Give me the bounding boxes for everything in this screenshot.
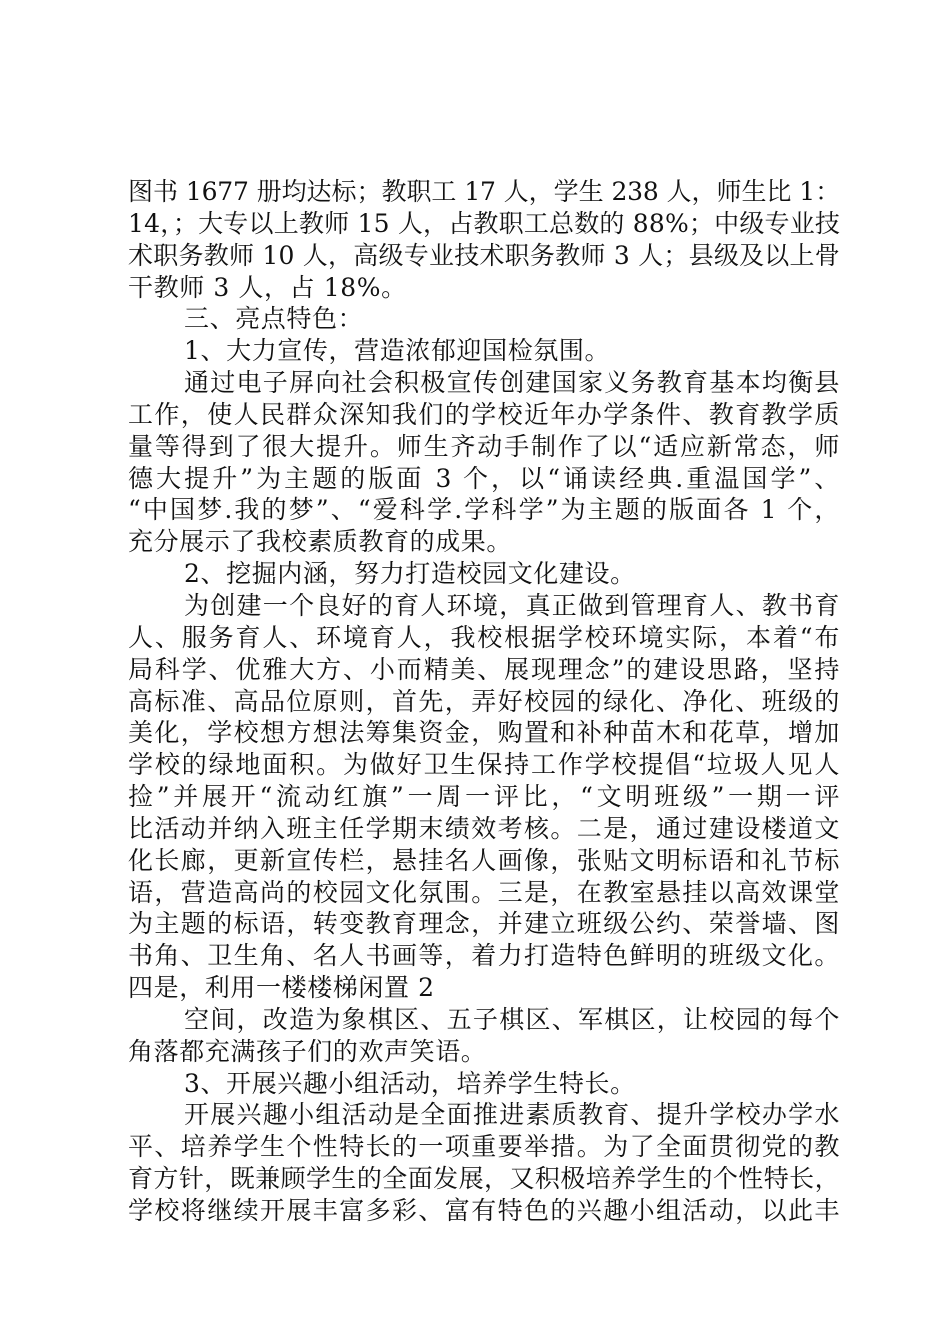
text-line: 角落都充满孩子们的欢声笑语。 bbox=[128, 1036, 487, 1066]
text-line: 语，营造高尚的校园文化氛围。三是，在教室悬挂以高效课堂 bbox=[128, 877, 840, 907]
text-line: 14，；大专以上教师 15 人，占教职工总数的 88%；中级专业技 bbox=[128, 208, 841, 238]
text-line: 人、服务育人、环境育人，我校根据学校环境实际，本着“布 bbox=[128, 622, 840, 652]
text-line: 四是，利用一楼楼梯闲置 2 bbox=[128, 973, 435, 1003]
text-line: 通过电子屏向社会积极宣传创建国家义务教育基本均衡县 bbox=[184, 368, 840, 398]
document-body bbox=[128, 176, 840, 1227]
text-line: 学校的绿地面积。为做好卫生保持工作学校提倡“垃圾人见人 bbox=[128, 750, 840, 780]
text-line: 图书 1677 册均达标；教职工 17 人，学生 238 人，师生比 1： bbox=[128, 177, 840, 206]
text-line: 空间，改造为象棋区、五子棋区、军棋区，让校园的每个 bbox=[184, 1004, 840, 1034]
text-line: 化长廊，更新宣传栏，悬挂名人画像，张贴文明标语和礼节标 bbox=[128, 845, 840, 875]
text-line: 2、挖掘内涵，努力打造校园文化建设。 bbox=[184, 559, 636, 589]
text-line: 为主题的标语，转变教育理念，并建立班级公约、荣誉墙、图 bbox=[128, 909, 840, 939]
text-line: “中国梦.我的梦”、“爱科学.学科学”为主题的版面各 1 个， bbox=[128, 495, 840, 525]
text-line: 捡”并展开“流动红旗”一周一评比，“文明班级”一期一评 bbox=[128, 782, 840, 812]
text-line: 局科学、优雅大方、小而精美、展现理念”的建设思路，坚持 bbox=[128, 654, 840, 684]
text-line: 比活动并纳入班主任学期末绩效考核。二是，通过建设楼道文 bbox=[128, 813, 840, 843]
text-line: 开展兴趣小组活动是全面推进素质教育、提升学校办学水 bbox=[184, 1100, 840, 1130]
text-line: 3、开展兴趣小组活动，培养学生特长。 bbox=[184, 1068, 636, 1098]
text-line: 术职务教师 10 人，高级专业技术职务教师 3 人；县级及以上骨 bbox=[128, 240, 840, 270]
text-line: 平、培养学生个性特长的一项重要举措。为了全面贯彻党的教 bbox=[128, 1132, 840, 1162]
text-line: 学校将继续开展丰富多彩、富有特色的兴趣小组活动，以此丰 bbox=[128, 1196, 840, 1225]
text-line: 三、亮点特色： bbox=[184, 304, 364, 334]
text-line: 为创建一个良好的育人环境，真正做到管理育人、教书育 bbox=[184, 590, 840, 620]
text-line: 育方针，既兼顾学生的全面发展，又积极培养学生的个性特长， bbox=[128, 1164, 840, 1194]
text-line: 充分展示了我校素质教育的成果。 bbox=[128, 527, 513, 557]
text-line: 美化，学校想方想法筹集资金，购置和补种苗木和花草，增加 bbox=[128, 718, 840, 748]
text-line: 工作，使人民群众深知我们的学校近年办学条件、教育教学质 bbox=[128, 399, 840, 429]
text-line: 1、大力宣传，营造浓郁迎国检氛围。 bbox=[184, 336, 611, 366]
text-line: 高标准、高品位原则，首先，弄好校园的绿化、净化、班级的 bbox=[128, 686, 840, 716]
text-line: 德大提升”为主题的版面 3 个，以“诵读经典.重温国学”、 bbox=[128, 463, 840, 493]
text-line: 量等得到了很大提升。师生齐动手制作了以“适应新常态，师 bbox=[128, 431, 840, 461]
text-line: 书角、卫生角、名人书画等，着力打造特色鲜明的班级文化。 bbox=[128, 941, 840, 971]
text-line: 干教师 3 人，占 18%。 bbox=[128, 272, 407, 302]
